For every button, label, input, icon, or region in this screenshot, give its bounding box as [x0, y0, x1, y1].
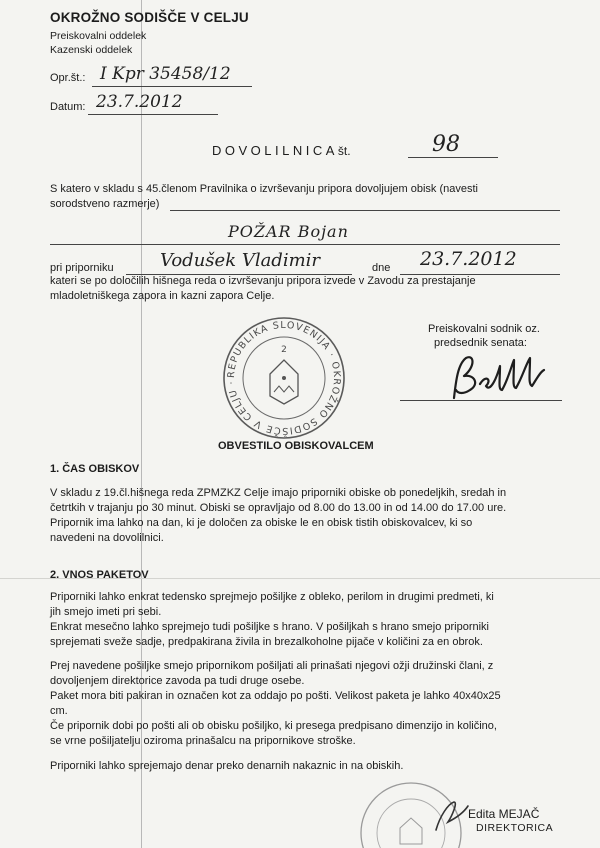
section-2-block-3	[50, 759, 560, 774]
section-1-title: 1. ČAS OBISKOV	[50, 463, 140, 475]
section-1-line-2: četrtkih v trajanju po 30 minut. Obiski se opravljajo od 8.00 do 13.00 in od 14.00 do 17.00 ure.	[50, 502, 507, 514]
section-1-line-4: navedeni na dovolilnici.	[50, 532, 164, 544]
section-1-line-1: V skladu z 19.čl.hišnega reda ZPMZKZ Celje imajo priporniki obiske ob ponedeljkih, sredah in	[50, 487, 507, 499]
department-criminal: Kazenski oddelek	[50, 44, 133, 56]
visit-date: 23.7.2012	[420, 248, 517, 270]
permit-text-line-1: kateri se po določilih hišnega reda o izvrševanju pripora izvede v Zavodu za prestajanje	[50, 275, 476, 287]
visitor-underline	[50, 244, 560, 245]
case-number-label: Opr.št.:	[50, 72, 86, 84]
judge-signature	[440, 350, 560, 406]
visitor-name: POŽAR Bojan	[228, 222, 349, 241]
detainee-label: pri priporniku	[50, 262, 114, 274]
title-number-label: št.	[337, 144, 351, 158]
signature-underline	[400, 400, 562, 401]
stamp-number: 2	[281, 345, 287, 355]
permit-intro	[50, 182, 560, 212]
permit-number: 98	[432, 132, 460, 157]
intro-line-2: sorodstveno razmerje)	[50, 198, 160, 210]
intro-line-1: S katero v skladu s 45.členom Pravilnika o izvrševanju pripora dovoljujem obisk (navesti	[50, 183, 478, 195]
director-title: DIREKTORICA	[476, 822, 554, 834]
section-1-body	[50, 486, 560, 546]
court-stamp	[222, 316, 346, 440]
section-2-line-5: Prej navedene pošiljke smejo pripornikom pošiljati ali prinašati njegovi ožji družinski člani, z	[50, 660, 494, 672]
director-name: Edita MEJAČ	[468, 807, 540, 821]
section-2-line-6: dovoljenjem direktorice zavoda pa tudi druge osebe.	[50, 675, 305, 687]
date-value: 23.7.2012	[96, 92, 183, 112]
day-label: dne	[372, 262, 391, 274]
notice-title: OBVESTILO OBISKOVALCEM	[218, 440, 374, 452]
section-1-line-3: Pripornik ima lahko na dan, ki je določen za obiske le en obisk tistih obiskovalcev, ki so	[50, 517, 473, 529]
section-2-line-9: Če pripornik dobi po pošti ali ob obisku pošiljko, ki presega predpisano dimenzijo in količino,	[50, 720, 497, 732]
section-2-line-7: Paket mora biti pakiran in označen kot za oddajo po pošti. Velikost paketa je lahko 40x40x25	[50, 690, 501, 702]
permit-text	[50, 274, 560, 304]
permit-text-line-2: mladoletniškega zapora in kazni zapora Celje.	[50, 290, 275, 302]
section-2-title: 2. VNOS PAKETOV	[50, 569, 149, 581]
court-name: OKROŽNO SODIŠČE V CELJU	[50, 10, 249, 25]
department-investigation: Preiskovalni oddelek	[50, 30, 147, 42]
section-2-line-1: Priporniki lahko enkrat tedensko sprejmejo pošiljke z obleko, perilom in drugimi predmeti, ki	[50, 591, 494, 603]
case-number-underline	[92, 86, 252, 87]
section-2-block-2	[50, 659, 560, 749]
judge-role-line-1: Preiskovalni sodnik oz.	[428, 323, 540, 335]
case-number-value: I Kpr 35458/12	[100, 64, 231, 84]
director-signature	[430, 796, 474, 836]
section-2-line-8: cm.	[50, 705, 68, 717]
stamp-text: REPUBLIKA SLOVENIJA · OKROŽNO SODIŠČE V CELJU ·	[225, 319, 343, 437]
section-2-line-11: Priporniki lahko sprejemajo denar preko denarnih nakaznic in na obiskih.	[50, 760, 404, 772]
date-underline	[88, 114, 218, 115]
section-2-line-10: se vrne pošiljatelju oziroma prinašalcu na pripornikove stroške.	[50, 735, 356, 747]
detainee-name: Vodušek Vladimir	[160, 250, 321, 271]
date-label: Datum:	[50, 101, 86, 113]
document-title	[212, 143, 351, 158]
section-2-line-2: jih smejo imeti pri sebi.	[50, 606, 162, 618]
section-2-line-3: Enkrat mesečno lahko sprejmejo tudi pošiljke s hrano. V pošiljkah s hrano smejo priporniki	[50, 621, 489, 633]
section-2-block-1	[50, 590, 560, 650]
title-text: DOVOLILNICA	[212, 143, 338, 158]
relationship-underline	[170, 210, 560, 211]
permit-number-underline	[408, 157, 498, 158]
judge-role-line-2: predsednik senata:	[434, 337, 527, 349]
section-2-line-4: sprejemati sveže sadje, predpakirana živila in brezalkoholne pijače v količini za en obrok.	[50, 636, 483, 648]
